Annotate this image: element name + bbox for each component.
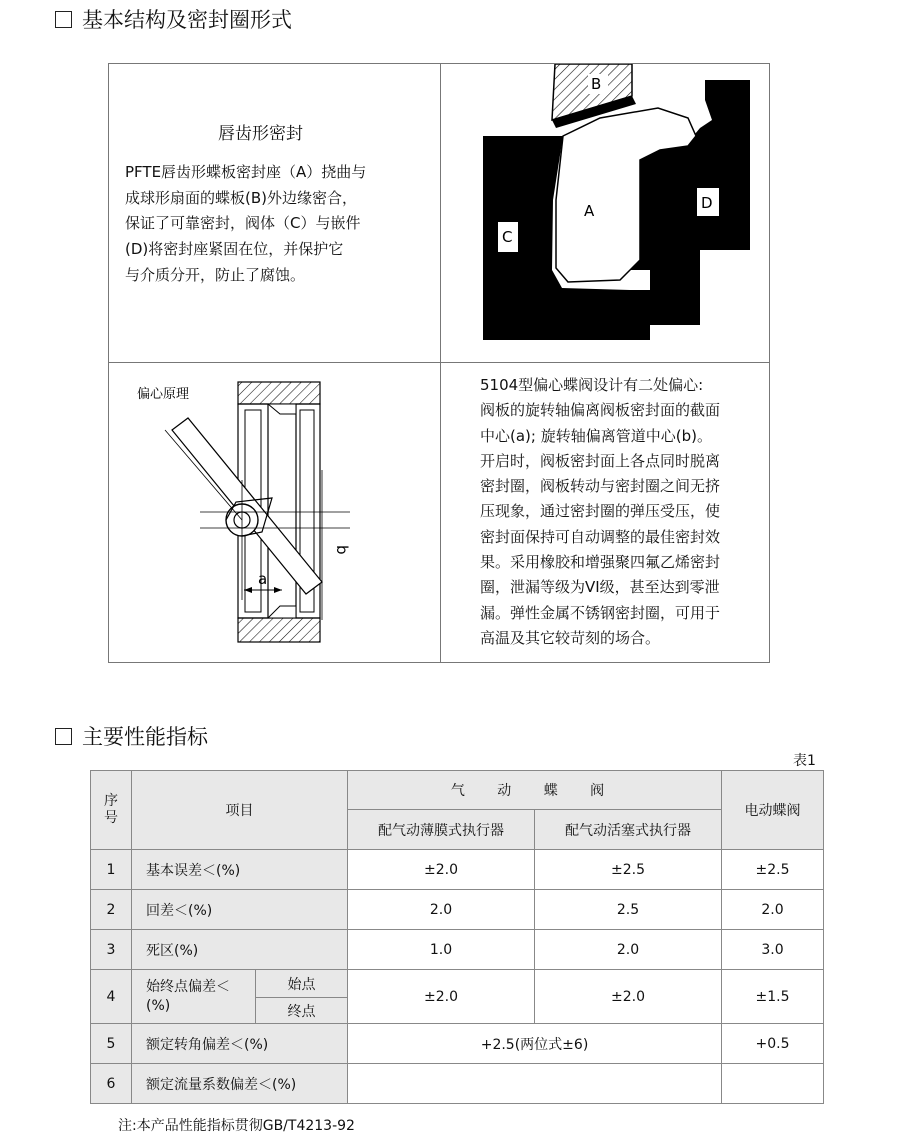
row-item: 回差＜(%) bbox=[132, 890, 348, 930]
lip-seal-title: 唇齿形密封 bbox=[218, 124, 303, 144]
header-piston: 配气动活塞式执行器 bbox=[535, 810, 722, 850]
footnote: 注:本产品性能指标贯彻GB/T4213-92 bbox=[118, 1118, 355, 1134]
header-electric: 电动蝶阀 bbox=[722, 771, 824, 850]
table-row bbox=[91, 850, 824, 890]
row-item: 始终点偏差＜(%) bbox=[132, 970, 256, 1024]
text-line: 5104型偏心蝶阀设计有二处偏心: bbox=[480, 376, 704, 394]
row-item: 死区(%) bbox=[132, 930, 348, 970]
table-row bbox=[91, 890, 824, 930]
cell-electric: ±2.5 bbox=[722, 850, 824, 890]
eccentric-title: 偏心原理 bbox=[137, 387, 190, 402]
label-b: b bbox=[333, 545, 351, 555]
row-item: 基本误差＜(%) bbox=[132, 850, 348, 890]
row-number: 1 bbox=[91, 850, 132, 890]
text-line: 漏。弹性金属不锈钢密封圈，可用于 bbox=[480, 603, 721, 622]
cell-diaphragm: ±2.0 bbox=[348, 970, 535, 1024]
cell-diaphragm: 1.0 bbox=[348, 930, 535, 970]
header-diaphragm: 配气动薄膜式执行器 bbox=[348, 810, 535, 850]
text-line: 与介质分开，防止了腐蚀。 bbox=[125, 265, 306, 284]
cell-piston: ±2.0 bbox=[535, 970, 722, 1024]
section-heading-structure bbox=[55, 4, 292, 34]
table-row bbox=[91, 970, 824, 998]
label-b: B bbox=[591, 75, 602, 93]
cell-pneumatic bbox=[348, 1064, 722, 1104]
text-line: (D)将密封座紧固在位，并保护它 bbox=[125, 240, 344, 259]
header-item: 项目 bbox=[132, 771, 348, 850]
text-line: 高温及其它较苛刻的场合。 bbox=[480, 628, 661, 647]
text-line: PFTE唇齿形蝶板密封座（A）挠曲与 bbox=[125, 163, 367, 181]
cell-diaphragm: 2.0 bbox=[348, 890, 535, 930]
cell-diaphragm: ±2.0 bbox=[348, 850, 535, 890]
label-c: C bbox=[502, 228, 513, 246]
row-item: 额定转角偏差＜(%) bbox=[132, 1024, 348, 1064]
lip-seal-description bbox=[125, 160, 425, 289]
cell-electric: ±1.5 bbox=[722, 970, 824, 1024]
section-title: 基本结构及密封圈形式 bbox=[82, 8, 292, 32]
text-line: 密封面保持可自动调整的最佳密封效 bbox=[480, 527, 721, 546]
cell-electric bbox=[722, 1064, 824, 1104]
row-number: 6 bbox=[91, 1064, 132, 1104]
text-line: 果。采用橡胶和增强聚四氟乙烯密封 bbox=[480, 553, 721, 572]
text-line: 中心(a); 旋转轴偏离管道中心(b)。 bbox=[480, 426, 712, 445]
checkbox-icon bbox=[55, 11, 72, 28]
text-line: 成球形扇面的蝶板(B)外边缘密合， bbox=[125, 188, 357, 207]
cell-piston: 2.5 bbox=[535, 890, 722, 930]
eccentric-diagram bbox=[109, 363, 439, 662]
cell-piston: ±2.5 bbox=[535, 850, 722, 890]
text-line: 开启时，阀板密封面上各点同时脱离 bbox=[480, 451, 721, 470]
section-heading-performance bbox=[55, 721, 208, 751]
table-row bbox=[91, 1024, 824, 1064]
text-line: 密封圈，阀板转动与密封圈之间无挤 bbox=[480, 477, 721, 496]
row-number: 5 bbox=[91, 1024, 132, 1064]
cell-electric: +0.5 bbox=[722, 1024, 824, 1064]
cell-electric: 3.0 bbox=[722, 930, 824, 970]
table-label: 表1 bbox=[793, 753, 816, 769]
cell-electric: 2.0 bbox=[722, 890, 824, 930]
row-number: 4 bbox=[91, 970, 132, 1024]
header-seq: 序号 bbox=[91, 771, 132, 850]
row-subitem-start: 始点 bbox=[256, 970, 348, 998]
cell-piston: 2.0 bbox=[535, 930, 722, 970]
section-title: 主要性能指标 bbox=[82, 725, 208, 749]
text-line: 圈，泄漏等级为VI级，甚至达到零泄 bbox=[480, 578, 720, 597]
label-a: a bbox=[258, 570, 268, 588]
text-line: 压现象，通过密封圈的弹压受压，使 bbox=[480, 502, 721, 521]
header-pneumatic: 气 动 蝶 阀 bbox=[348, 771, 722, 810]
eccentric-description bbox=[480, 373, 760, 651]
table-row bbox=[91, 1064, 824, 1104]
row-item: 额定流量系数偏差＜(%) bbox=[132, 1064, 348, 1104]
label-d: D bbox=[701, 194, 713, 212]
label-a: A bbox=[584, 202, 595, 220]
text-line: 保证了可靠密封，阀体（C）与嵌件 bbox=[125, 214, 361, 233]
text-line: 阀板的旋转轴偏离阀板密封面的截面 bbox=[480, 401, 721, 420]
table-row bbox=[91, 930, 824, 970]
row-number: 3 bbox=[91, 930, 132, 970]
checkbox-icon bbox=[55, 728, 72, 745]
performance-table bbox=[90, 770, 824, 1104]
lip-seal-diagram bbox=[441, 64, 769, 361]
cell-pneumatic: +2.5(两位式±6) bbox=[348, 1024, 722, 1064]
row-number: 2 bbox=[91, 890, 132, 930]
row-subitem-end: 终点 bbox=[256, 998, 348, 1024]
